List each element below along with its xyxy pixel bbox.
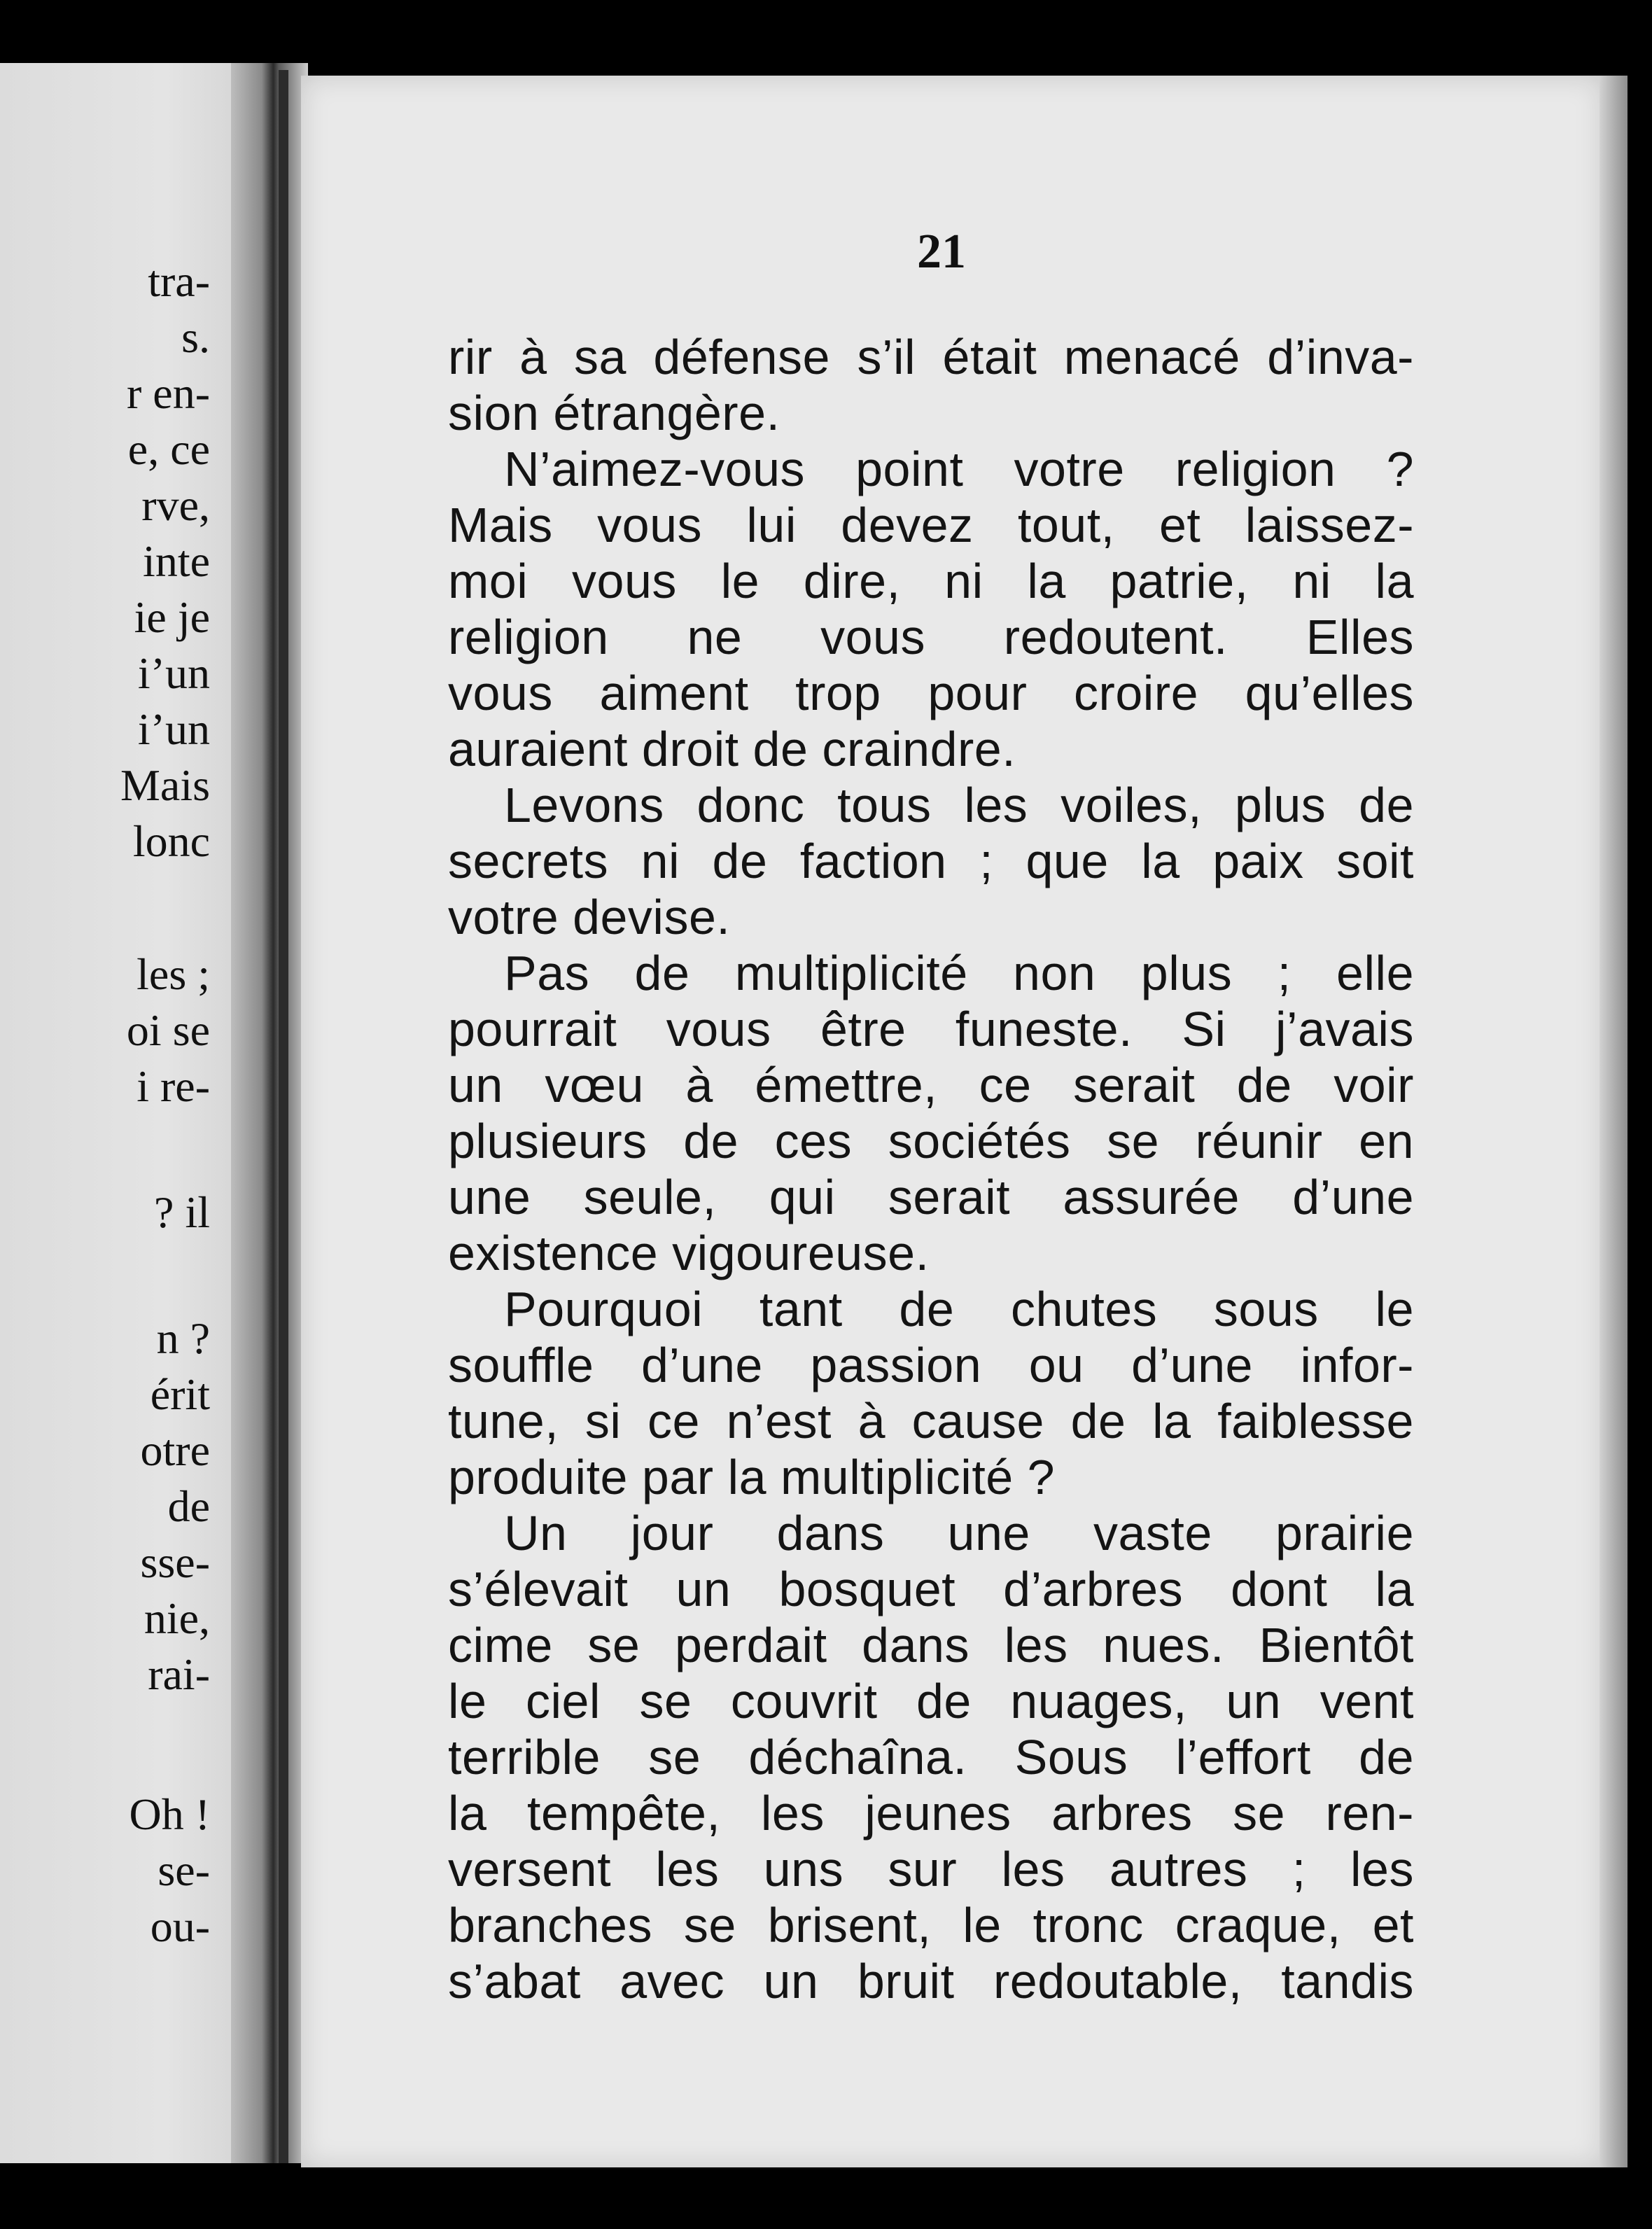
text-line: versent les uns sur les autres ; les (448, 1842, 1414, 1896)
page-body-text (448, 329, 1414, 2009)
text-line: votre devise. (448, 890, 731, 944)
text-line: vous aiment trop pour croire qu’elles (448, 666, 1414, 720)
text-line: auraient droit de craindre. (448, 722, 1016, 776)
previous-page-line-fragment: sse- (140, 1537, 210, 1587)
text-line: Mais vous lui devez tout, et laissez- (448, 498, 1414, 552)
previous-page-line-fragment: i’un (137, 704, 210, 754)
previous-page-line-fragment: oi se (126, 1005, 210, 1055)
previous-page-line-fragment: lonc (132, 816, 210, 866)
text-line: religion ne vous redoutent. Elles (448, 610, 1414, 664)
text-line: s’élevait un bosquet d’arbres dont la (448, 1562, 1414, 1616)
previous-page-line-fragment: i re- (136, 1061, 210, 1111)
previous-page-line-fragment: ou- (150, 1901, 210, 1951)
previous-page-line-fragment: e, ce (127, 424, 210, 474)
previous-page-line-fragment: otre (140, 1425, 210, 1475)
text-line: N’aimez-vous point votre religion ? (504, 442, 1414, 496)
previous-page-line-fragment: r en- (126, 368, 210, 418)
text-line: souffle d’une passion ou d’une infor- (448, 1338, 1414, 1392)
text-line: s’abat avec un bruit redoutable, tandis (448, 1954, 1414, 2008)
text-line: une seule, qui serait assurée d’une (448, 1170, 1414, 1224)
text-line: sion étrangère. (448, 386, 780, 440)
text-line: moi vous le dire, ni la patrie, ni la (448, 554, 1414, 608)
previous-page-line-fragment: les ; (136, 949, 210, 999)
previous-page-line-fragment: rai- (148, 1649, 210, 1699)
gutter-shadow-line (279, 70, 288, 2163)
text-line: la tempête, les jeunes arbres se ren- (448, 1786, 1414, 1840)
previous-page-line-fragment: se- (158, 1845, 210, 1895)
previous-page-line-fragment: n ? (156, 1313, 210, 1363)
text-line: le ciel se couvrit de nuages, un vent (448, 1674, 1414, 1728)
text-line: Un jour dans une vaste prairie (504, 1506, 1414, 1560)
previous-page-line-fragment: ie je (134, 592, 210, 642)
previous-page-line-fragment: ? il (154, 1187, 210, 1237)
page-edge (1600, 76, 1628, 2167)
text-line: un vœu à émettre, ce serait de voir (448, 1058, 1414, 1112)
text-line: Pourquoi tant de chutes sous le (504, 1282, 1414, 1336)
previous-page-line-fragment: i’un (137, 648, 210, 698)
text-line: secrets ni de faction ; que la paix soit (448, 834, 1414, 888)
book-gutter (231, 63, 308, 2163)
text-line: produite par la multiplicité ? (448, 1450, 1056, 1504)
text-line: Pas de multiplicité non plus ; elle (504, 946, 1414, 1000)
previous-page-line-fragment: nie, (144, 1593, 210, 1643)
text-line: plusieurs de ces sociétés se réunir en (448, 1114, 1414, 1168)
previous-page-line-fragment: Mais (120, 760, 210, 810)
text-line: rir à sa défense s’il était menacé d’inva- (448, 330, 1414, 384)
text-line: cime se perdait dans les nues. Bientôt (448, 1618, 1414, 1672)
previous-page-line-fragment: de (167, 1481, 210, 1531)
text-line: branches se brisent, le tronc craque, et (448, 1898, 1414, 1952)
previous-page-line-fragment: Oh ! (129, 1789, 210, 1839)
text-line: pourrait vous être funeste. Si j’avais (448, 1002, 1414, 1056)
text-line: Levons donc tous les voiles, plus de (504, 778, 1414, 832)
previous-page-line-fragment: inte (143, 536, 210, 586)
previous-page-line-fragment: érit (150, 1369, 210, 1419)
previous-page-line-fragment: rve, (141, 480, 210, 530)
previous-page-line-fragment: s. (181, 312, 210, 362)
text-line: terrible se déchaîna. Sous l’effort de (448, 1730, 1414, 1784)
previous-page-line-fragment: tra- (148, 256, 210, 306)
text-line: tune, si ce n’est à cause de la faiblesse (448, 1394, 1414, 1448)
page-number: 21 (917, 225, 966, 279)
text-line: existence vigoureuse. (448, 1226, 930, 1280)
